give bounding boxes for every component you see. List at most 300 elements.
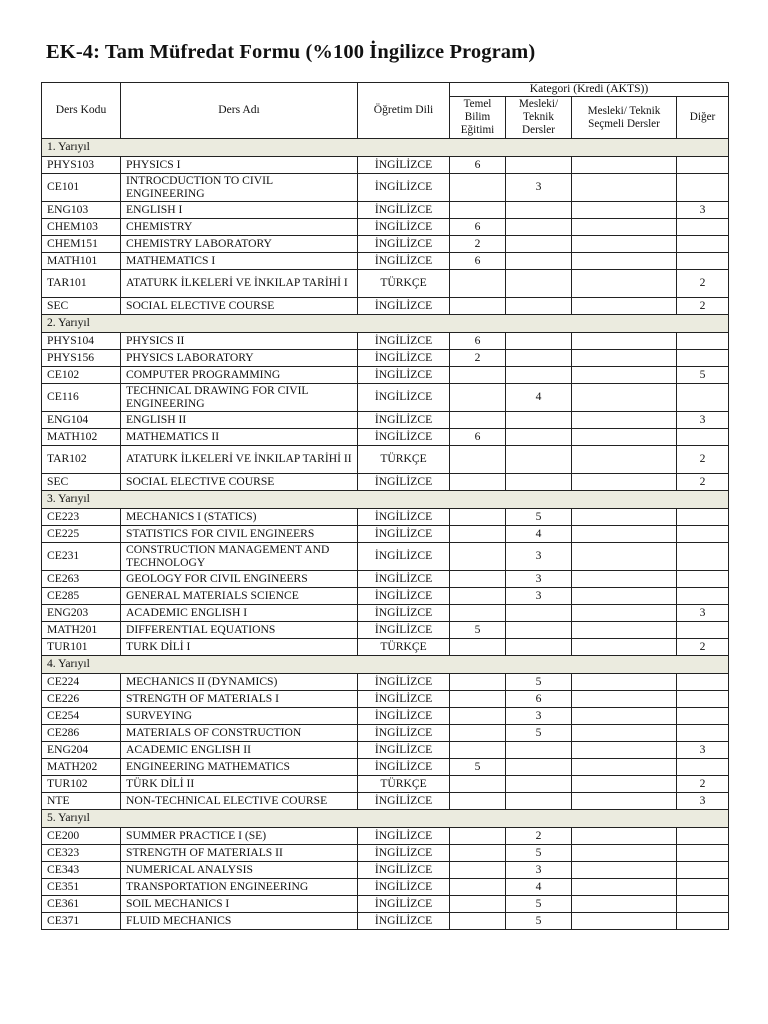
credit-basic-science (450, 691, 506, 708)
credit-professional (506, 236, 572, 253)
course-name: CONSTRUCTION MANAGEMENT AND TECHNOLOGY (121, 543, 358, 571)
course-row (42, 474, 729, 491)
credit-professional (506, 202, 572, 219)
credit-basic-science (450, 776, 506, 793)
credit-other (677, 879, 729, 896)
course-language: İNGİLİZCE (358, 429, 450, 446)
credit-other (677, 236, 729, 253)
course-row (42, 879, 729, 896)
course-code: CE254 (42, 708, 121, 725)
course-language: İNGİLİZCE (358, 896, 450, 913)
course-name: ACADEMIC ENGLISH II (121, 742, 358, 759)
course-code: TAR102 (42, 446, 121, 474)
semester-3-header-row (42, 491, 729, 509)
course-row (42, 333, 729, 350)
credit-professional: 3 (506, 571, 572, 588)
course-language: İNGİLİZCE (358, 879, 450, 896)
course-code: PHYS103 (42, 157, 121, 174)
course-language: İNGİLİZCE (358, 543, 450, 571)
credit-basic-science (450, 367, 506, 384)
course-name: SUMMER PRACTICE I (SE) (121, 828, 358, 845)
credit-other (677, 157, 729, 174)
credit-professional-elective (572, 571, 677, 588)
credit-professional-elective (572, 509, 677, 526)
course-row (42, 691, 729, 708)
credit-professional-elective (572, 879, 677, 896)
course-name: ENGLISH I (121, 202, 358, 219)
course-name: TRANSPORTATION ENGINEERING (121, 879, 358, 896)
credit-basic-science: 6 (450, 253, 506, 270)
course-name: SOCIAL ELECTIVE COURSE (121, 474, 358, 491)
course-code: CE263 (42, 571, 121, 588)
credit-basic-science: 2 (450, 236, 506, 253)
header-course-code: Ders Kodu (42, 83, 121, 139)
course-name: SOIL MECHANICS I (121, 896, 358, 913)
course-language: İNGİLİZCE (358, 862, 450, 879)
credit-professional (506, 429, 572, 446)
semester-1-header-row (42, 139, 729, 157)
credit-professional (506, 219, 572, 236)
course-name: MECHANICS II (DYNAMICS) (121, 674, 358, 691)
course-language: İNGİLİZCE (358, 588, 450, 605)
credit-professional (506, 350, 572, 367)
course-language: İNGİLİZCE (358, 236, 450, 253)
credit-other (677, 571, 729, 588)
credit-professional-elective (572, 474, 677, 491)
credit-other (677, 526, 729, 543)
credit-professional (506, 446, 572, 474)
course-name: CHEMISTRY (121, 219, 358, 236)
credit-professional: 5 (506, 913, 572, 930)
credit-basic-science (450, 828, 506, 845)
course-code: CE102 (42, 367, 121, 384)
course-language: İNGİLİZCE (358, 174, 450, 202)
course-name: MATHEMATICS II (121, 429, 358, 446)
credit-other: 3 (677, 793, 729, 810)
credit-professional: 3 (506, 862, 572, 879)
course-language: TÜRKÇE (358, 639, 450, 656)
course-language: İNGİLİZCE (358, 298, 450, 315)
course-name: TURK DİLİ I (121, 639, 358, 656)
course-name: TECHNICAL DRAWING FOR CIVIL ENGINEERING (121, 384, 358, 412)
credit-professional: 3 (506, 543, 572, 571)
credit-professional-elective (572, 270, 677, 298)
course-language: İNGİLİZCE (358, 913, 450, 930)
credit-other (677, 725, 729, 742)
credit-professional-elective (572, 725, 677, 742)
credit-professional-elective (572, 639, 677, 656)
credit-professional (506, 793, 572, 810)
semester-4-header-row (42, 656, 729, 674)
course-code: CE116 (42, 384, 121, 412)
course-name: COMPUTER PROGRAMMING (121, 367, 358, 384)
course-language: İNGİLİZCE (358, 725, 450, 742)
credit-other: 2 (677, 446, 729, 474)
credit-basic-science (450, 725, 506, 742)
credit-basic-science (450, 474, 506, 491)
course-language: İNGİLİZCE (358, 674, 450, 691)
course-code: MATH102 (42, 429, 121, 446)
credit-professional-elective (572, 236, 677, 253)
credit-professional: 4 (506, 526, 572, 543)
course-code: CE371 (42, 913, 121, 930)
course-row (42, 622, 729, 639)
credit-professional (506, 622, 572, 639)
course-name: NUMERICAL ANALYSIS (121, 862, 358, 879)
credit-basic-science (450, 913, 506, 930)
course-language: İNGİLİZCE (358, 691, 450, 708)
credit-professional (506, 605, 572, 622)
credit-other: 5 (677, 367, 729, 384)
course-code: ENG104 (42, 412, 121, 429)
course-row (42, 367, 729, 384)
credit-basic-science (450, 862, 506, 879)
credit-professional (506, 157, 572, 174)
course-row (42, 509, 729, 526)
credit-professional: 5 (506, 509, 572, 526)
course-code: CE343 (42, 862, 121, 879)
credit-professional: 4 (506, 879, 572, 896)
course-row (42, 412, 729, 429)
credit-other: 2 (677, 270, 729, 298)
credit-other: 3 (677, 412, 729, 429)
course-name: MATERIALS OF CONSTRUCTION (121, 725, 358, 742)
course-row (42, 605, 729, 622)
course-row (42, 526, 729, 543)
credit-professional-elective (572, 691, 677, 708)
credit-professional: 5 (506, 845, 572, 862)
credit-basic-science: 2 (450, 350, 506, 367)
course-row (42, 913, 729, 930)
semester-label: 4. Yarıyıl (42, 656, 729, 674)
header-category-other: Diğer (677, 97, 729, 139)
credit-other (677, 622, 729, 639)
credit-basic-science (450, 742, 506, 759)
credit-professional-elective (572, 776, 677, 793)
course-code: TUR101 (42, 639, 121, 656)
credit-other (677, 708, 729, 725)
course-language: İNGİLİZCE (358, 253, 450, 270)
course-row (42, 174, 729, 202)
table-body (42, 139, 729, 930)
credit-other (677, 828, 729, 845)
course-code: CE101 (42, 174, 121, 202)
course-row (42, 776, 729, 793)
course-row (42, 219, 729, 236)
credit-basic-science (450, 509, 506, 526)
credit-other: 3 (677, 202, 729, 219)
course-row (42, 674, 729, 691)
course-name: SOCIAL ELECTIVE COURSE (121, 298, 358, 315)
course-code: MATH202 (42, 759, 121, 776)
credit-other (677, 691, 729, 708)
course-code: MATH201 (42, 622, 121, 639)
credit-basic-science (450, 639, 506, 656)
credit-basic-science (450, 605, 506, 622)
credit-professional-elective (572, 429, 677, 446)
course-name: ATATURK İLKELERİ VE İNKILAP TARİHİ II (121, 446, 358, 474)
header-course-name: Ders Adı (121, 83, 358, 139)
course-language: İNGİLİZCE (358, 367, 450, 384)
credit-professional-elective (572, 759, 677, 776)
credit-basic-science (450, 446, 506, 474)
credit-basic-science (450, 174, 506, 202)
credit-basic-science (450, 412, 506, 429)
credit-professional (506, 270, 572, 298)
course-code: CE361 (42, 896, 121, 913)
credit-professional (506, 298, 572, 315)
course-name: SURVEYING (121, 708, 358, 725)
credit-other (677, 174, 729, 202)
header-language: Öğretim Dili (358, 83, 450, 139)
credit-professional: 3 (506, 588, 572, 605)
course-language: İNGİLİZCE (358, 474, 450, 491)
course-row (42, 725, 729, 742)
course-name: ENGLISH II (121, 412, 358, 429)
course-row (42, 845, 729, 862)
course-name: GEOLOGY FOR CIVIL ENGINEERS (121, 571, 358, 588)
credit-professional (506, 367, 572, 384)
course-language: İNGİLİZCE (358, 708, 450, 725)
course-name: PHYSICS II (121, 333, 358, 350)
credit-professional-elective (572, 862, 677, 879)
credit-other (677, 350, 729, 367)
credit-professional-elective (572, 298, 677, 315)
course-row (42, 384, 729, 412)
credit-other: 3 (677, 605, 729, 622)
credit-professional-elective (572, 543, 677, 571)
header-category-professional: Mesleki/ Teknik Dersler (506, 97, 572, 139)
credit-basic-science (450, 845, 506, 862)
credit-basic-science (450, 708, 506, 725)
credit-professional-elective (572, 793, 677, 810)
course-language: TÜRKÇE (358, 270, 450, 298)
course-row (42, 236, 729, 253)
course-language: İNGİLİZCE (358, 793, 450, 810)
credit-basic-science (450, 588, 506, 605)
credit-professional-elective (572, 828, 677, 845)
course-code: PHYS104 (42, 333, 121, 350)
credit-professional: 3 (506, 708, 572, 725)
credit-basic-science: 6 (450, 429, 506, 446)
course-code: CHEM103 (42, 219, 121, 236)
course-code: ENG204 (42, 742, 121, 759)
course-row (42, 571, 729, 588)
credit-professional-elective (572, 412, 677, 429)
header-category-basic-science: Temel Bilim Eğitimi (450, 97, 506, 139)
credit-professional: 6 (506, 691, 572, 708)
course-name: CHEMISTRY LABORATORY (121, 236, 358, 253)
credit-basic-science (450, 384, 506, 412)
semester-label: 1. Yarıyıl (42, 139, 729, 157)
semester-label: 2. Yarıyıl (42, 315, 729, 333)
course-language: İNGİLİZCE (358, 742, 450, 759)
credit-professional: 4 (506, 384, 572, 412)
course-name: MATHEMATICS I (121, 253, 358, 270)
course-row (42, 202, 729, 219)
credit-other (677, 896, 729, 913)
course-row (42, 350, 729, 367)
course-row (42, 639, 729, 656)
credit-other (677, 674, 729, 691)
credit-other: 2 (677, 776, 729, 793)
course-code: CE285 (42, 588, 121, 605)
course-code: CE231 (42, 543, 121, 571)
credit-professional-elective (572, 384, 677, 412)
course-name: STRENGTH OF MATERIALS II (121, 845, 358, 862)
course-code: CE323 (42, 845, 121, 862)
course-row (42, 429, 729, 446)
credit-professional (506, 776, 572, 793)
course-language: İNGİLİZCE (358, 622, 450, 639)
course-name: PHYSICS I (121, 157, 358, 174)
credit-basic-science (450, 571, 506, 588)
credit-other (677, 845, 729, 862)
credit-basic-science (450, 879, 506, 896)
course-code: ENG203 (42, 605, 121, 622)
course-row (42, 862, 729, 879)
course-language: İNGİLİZCE (358, 759, 450, 776)
course-name: STATISTICS FOR CIVIL ENGINEERS (121, 526, 358, 543)
credit-basic-science (450, 526, 506, 543)
course-name: TÜRK DİLİ II (121, 776, 358, 793)
credit-professional-elective (572, 202, 677, 219)
course-code: ENG103 (42, 202, 121, 219)
course-language: İNGİLİZCE (358, 845, 450, 862)
credit-basic-science: 6 (450, 219, 506, 236)
course-name: DIFFERENTIAL EQUATIONS (121, 622, 358, 639)
credit-professional-elective (572, 605, 677, 622)
credit-professional-elective (572, 845, 677, 862)
course-name: MECHANICS I (STATICS) (121, 509, 358, 526)
credit-professional (506, 253, 572, 270)
credit-other (677, 759, 729, 776)
course-code: SEC (42, 298, 121, 315)
credit-professional-elective (572, 333, 677, 350)
course-language: TÜRKÇE (358, 776, 450, 793)
credit-professional: 3 (506, 174, 572, 202)
course-row (42, 759, 729, 776)
credit-professional-elective (572, 742, 677, 759)
credit-professional: 2 (506, 828, 572, 845)
course-row (42, 708, 729, 725)
credit-professional-elective (572, 367, 677, 384)
course-code: TAR101 (42, 270, 121, 298)
credit-other (677, 862, 729, 879)
course-name: ACADEMIC ENGLISH I (121, 605, 358, 622)
credit-professional-elective (572, 588, 677, 605)
course-language: İNGİLİZCE (358, 333, 450, 350)
credit-other (677, 219, 729, 236)
course-language: İNGİLİZCE (358, 202, 450, 219)
course-row (42, 793, 729, 810)
course-code: CHEM151 (42, 236, 121, 253)
credit-basic-science: 5 (450, 622, 506, 639)
course-language: İNGİLİZCE (358, 605, 450, 622)
course-code: CE223 (42, 509, 121, 526)
course-language: İNGİLİZCE (358, 412, 450, 429)
credit-professional (506, 474, 572, 491)
course-name: INTROCDUCTION TO CIVIL ENGINEERING (121, 174, 358, 202)
credit-professional-elective (572, 526, 677, 543)
credit-professional (506, 639, 572, 656)
course-name: STRENGTH OF MATERIALS I (121, 691, 358, 708)
course-name: PHYSICS LABORATORY (121, 350, 358, 367)
credit-professional: 5 (506, 896, 572, 913)
course-language: İNGİLİZCE (358, 571, 450, 588)
credit-other: 2 (677, 298, 729, 315)
course-language: İNGİLİZCE (358, 509, 450, 526)
credit-other (677, 543, 729, 571)
course-code: CE200 (42, 828, 121, 845)
semester-label: 5. Yarıyıl (42, 810, 729, 828)
course-code: PHYS156 (42, 350, 121, 367)
credit-professional (506, 333, 572, 350)
credit-basic-science (450, 270, 506, 298)
course-row (42, 896, 729, 913)
course-code: CE224 (42, 674, 121, 691)
course-name: ATATURK İLKELERİ VE İNKILAP TARİHİ I (121, 270, 358, 298)
course-row (42, 588, 729, 605)
header-category-professional-elective: Mesleki/ Teknik Seçmeli Dersler (572, 97, 677, 139)
credit-other (677, 913, 729, 930)
course-language: TÜRKÇE (358, 446, 450, 474)
course-name: ENGINEERING MATHEMATICS (121, 759, 358, 776)
course-row (42, 298, 729, 315)
document-title: EK-4: Tam Müfredat Formu (%100 İngilizce Program) (46, 41, 536, 63)
credit-other (677, 384, 729, 412)
credit-other: 2 (677, 474, 729, 491)
credit-other (677, 509, 729, 526)
course-code: CE351 (42, 879, 121, 896)
credit-basic-science: 6 (450, 333, 506, 350)
credit-other (677, 429, 729, 446)
course-row (42, 543, 729, 571)
course-language: İNGİLİZCE (358, 828, 450, 845)
credit-other (677, 253, 729, 270)
credit-basic-science (450, 298, 506, 315)
course-code: CE286 (42, 725, 121, 742)
semester-5-header-row (42, 810, 729, 828)
credit-professional-elective (572, 219, 677, 236)
course-code: CE226 (42, 691, 121, 708)
course-row (42, 157, 729, 174)
credit-basic-science (450, 543, 506, 571)
credit-professional: 5 (506, 725, 572, 742)
credit-other (677, 588, 729, 605)
course-language: İNGİLİZCE (358, 157, 450, 174)
credit-professional: 5 (506, 674, 572, 691)
course-row (42, 253, 729, 270)
course-row (42, 270, 729, 298)
credit-professional-elective (572, 896, 677, 913)
credit-professional-elective (572, 913, 677, 930)
credit-professional-elective (572, 622, 677, 639)
credit-basic-science (450, 674, 506, 691)
credit-basic-science: 5 (450, 759, 506, 776)
credit-basic-science (450, 793, 506, 810)
credit-professional-elective (572, 174, 677, 202)
course-language: İNGİLİZCE (358, 526, 450, 543)
credit-professional-elective (572, 446, 677, 474)
credit-professional-elective (572, 253, 677, 270)
course-code: SEC (42, 474, 121, 491)
credit-professional-elective (572, 350, 677, 367)
credit-professional-elective (572, 674, 677, 691)
credit-basic-science (450, 896, 506, 913)
credit-professional (506, 742, 572, 759)
credit-other: 3 (677, 742, 729, 759)
